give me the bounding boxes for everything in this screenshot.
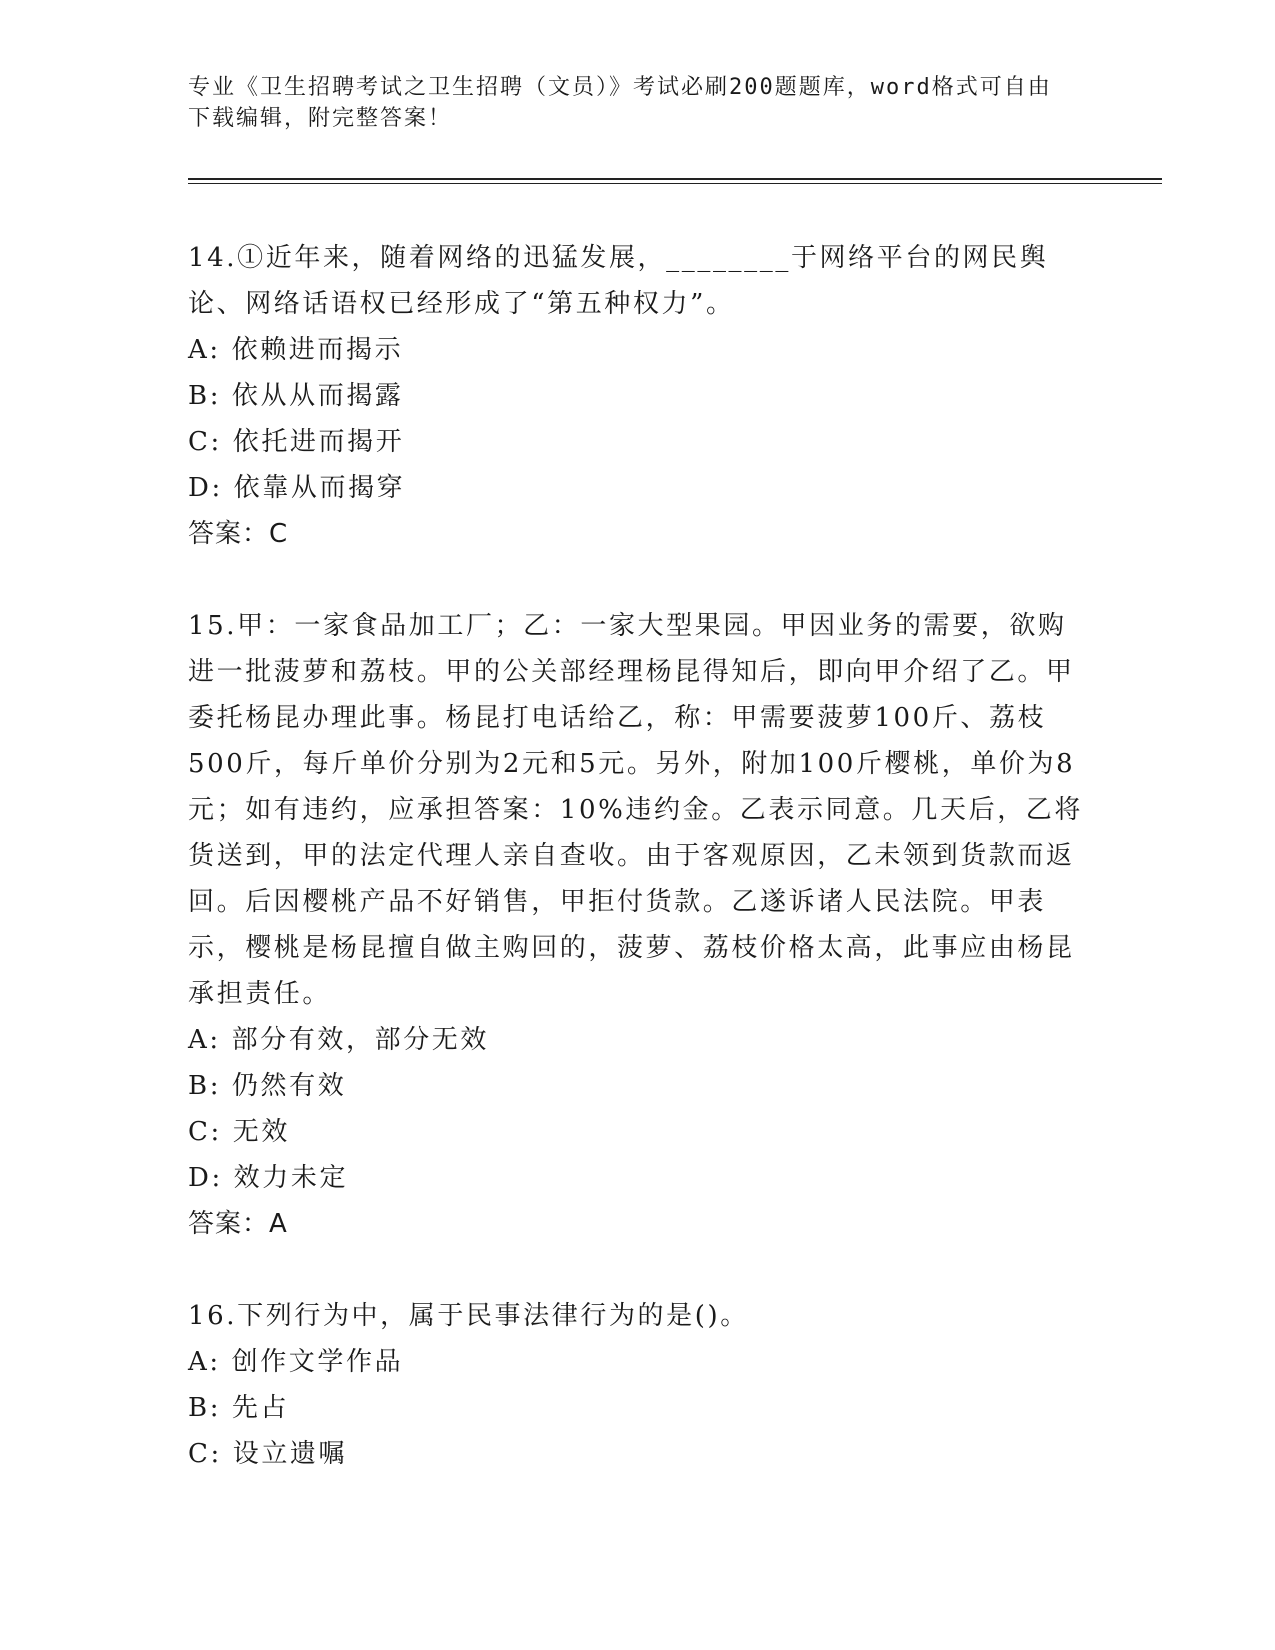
question-14 [188,235,1088,557]
answer-line: 答案：A [188,1209,288,1239]
document-header: 专业《卫生招聘考试之卫生招聘（文员）》考试必刷200题题库，word格式可自由下载编辑，附完整答案！ [188,75,1052,131]
option-c: C: 依托进而揭开 [188,427,405,457]
header-divider-thick [188,178,1162,180]
question-15 [188,603,1088,1247]
option-d: D: 效力未定 [188,1163,349,1193]
option-a: A: 部分有效，部分无效 [188,1025,490,1055]
option-b: B: 仍然有效 [188,1071,347,1101]
option-c: C: 设立遗嘱 [188,1439,348,1469]
question-list [188,235,1088,1523]
option-b: B: 先占 [188,1393,290,1423]
option-d: D: 依靠从而揭穿 [188,473,406,503]
option-b: B: 依从从而揭露 [188,381,404,411]
header-divider-thin [188,183,1162,184]
option-a: A: 创作文学作品 [188,1347,404,1377]
question-16 [188,1293,1088,1477]
question-stem: 14.①近年来，随着网络的迅猛发展，________于网络平台的网民舆论、网络话语权已经形成了“第五种权力”。 [188,243,1049,319]
answer-line: 答案：C [188,519,289,549]
option-a: A: 依赖进而揭示 [188,335,404,365]
option-c: C: 无效 [188,1117,290,1147]
question-stem: 15.甲：一家食品加工厂；乙：一家大型果园。甲因业务的需要，欲购进一批菠萝和荔枝。甲的公关部经理杨昆得知后，即向甲介绍了乙。甲委托杨昆办理此事。杨昆打电话给乙，称：甲需要菠萝100斤、荔枝500斤，每斤单价分别为2元和5元。另外，附加100斤樱桃，单价为8元；如有违约，应承担答案：10%违约金。乙表示同意。几天后，乙将货送到，甲的法定代理人亲自查收。由于客观原因，乙未领到货款而返回。后因樱桃产品不好销售，甲拒付货款。乙遂诉诸人民法院。甲表示，樱桃是杨昆擅自做主购回的，菠萝、荔枝价格太高，此事应由杨昆承担责任。 [188,611,1083,1009]
question-stem: 16.下列行为中，属于民事法律行为的是()。 [188,1301,749,1331]
